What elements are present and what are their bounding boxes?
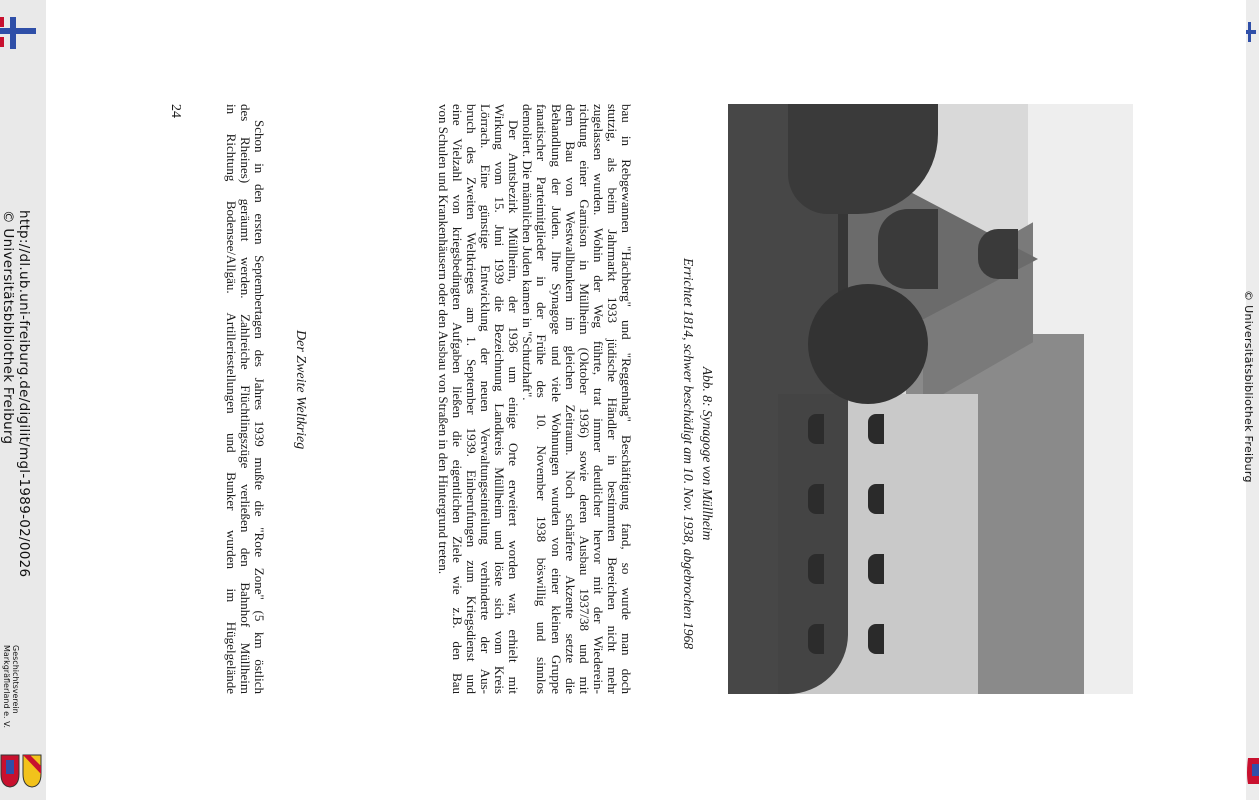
caption-line2: Errichtet 1814, schwer beschädigt am 10. Nov. 1938, abgebrochen 1968	[681, 258, 696, 650]
paragraph-line: Wirkung vom 15. Juni 1939 die Bezeichnung Landkreis Müllheim und löste sich vom Kreis	[492, 104, 508, 694]
paragraph-line: bruch des Zweiten Weltkrieges am 1. September 1939. Einberufungen zum Kriegsdienst und	[463, 104, 479, 694]
document-url[interactable]: http://dl.ub.uni-freiburg.de/digilit/mgl-1989-02/0026	[16, 210, 32, 578]
paragraph-line: fanatischer Parteimitglieder in der Frühe des 10. November 1938 böswillig und sinnlos	[534, 104, 550, 694]
paragraph-3	[224, 104, 266, 694]
paragraph-line: zugelassen wurden. Wohin der Weg führte, trat immer deutlicher hervor mit der Wiederein-	[590, 104, 606, 694]
right-edge-text: © Universitätsbibliothek Freiburg	[1242, 290, 1255, 483]
photo-caption	[679, 258, 717, 649]
paragraph-line: Der Amtsbezirk Müllheim, der 1936 um einige Orte erweitert worden war, erhielt mit	[506, 120, 522, 694]
paragraph-line: eine Vielzahl von kriegsbedingten Aufgaben ließen die eigentlichen Ziele wie z.B. den Bau	[449, 104, 465, 694]
flag-icon-small	[1246, 22, 1256, 42]
paragraph-line: Behandlung der Juden. Ihre Synagoge und viele Wohnungen wurden von einer kleinen Gruppe	[548, 104, 564, 694]
society-name	[2, 645, 20, 728]
synagogue-photo	[728, 104, 1133, 694]
crest-icon-right	[1246, 754, 1259, 788]
section-heading: Der Zweite Weltkrieg	[293, 330, 308, 450]
page-number: 24	[168, 104, 183, 118]
crest-icon	[22, 754, 42, 788]
paragraph-line: bau in Rebgewannen "Hachberg" und "Reggenhag" Beschäftigung fand, so wurde man doch	[619, 104, 634, 694]
paragraph-line: des Rheines) geräumt werden. Zahlreiche Flüchtlingszüge verließen den Bahnhof Müllheim	[237, 104, 253, 694]
paragraph-2	[436, 104, 521, 694]
caption-line1: Abb. 8: Synagoge von Müllheim	[700, 366, 715, 541]
coat-of-arms-icon	[0, 754, 20, 788]
text-column-main	[436, 104, 633, 694]
paragraph-1	[520, 104, 633, 694]
society-name-line2: Markgräflerland e. V.	[2, 645, 11, 729]
paragraph-line: Lörrach. Eine günstige Entwicklung der neuen Verwaltungseinteilung verhinderte der Aus-	[478, 104, 494, 694]
copyright-text: © Universitätsbibliothek Freiburg	[0, 210, 16, 445]
flag-icon	[0, 17, 40, 49]
document-url-block	[0, 210, 32, 577]
paragraph-line: demoliert. Die männlichen Juden kamen in "Schutzhaft".	[520, 104, 536, 401]
paragraph-line: stutzig, als beim Jahrmarkt 1933 jüdische Händler in bestimmten Bereichen nicht mehr	[604, 104, 620, 694]
paragraph-line: richtung einer Garnison in Müllheim (Oktober 1936) sowie deren Ausbau 1937/38 und mit	[576, 104, 592, 694]
society-name-line1: Geschichtsverein	[11, 645, 20, 714]
paragraph-line: in Richtung Bodensee/Allgäu. Artilleriestellungen und Bunker wurden im Hügelgelände	[223, 104, 239, 694]
paragraph-line: dem Bau von Westwallbunkern im gleichen Zeitraum. Noch schärfere Akzente setzte die	[562, 104, 578, 694]
paragraph-line: Schon in den ersten Septembertagen des Jahres 1939 mußte die "Rote Zone" (5 km östlich	[252, 120, 267, 694]
paragraph-line: von Schulen und Krankenhäusern oder den Ausbau von Straßen in den Hintergrund treten.	[435, 104, 451, 575]
